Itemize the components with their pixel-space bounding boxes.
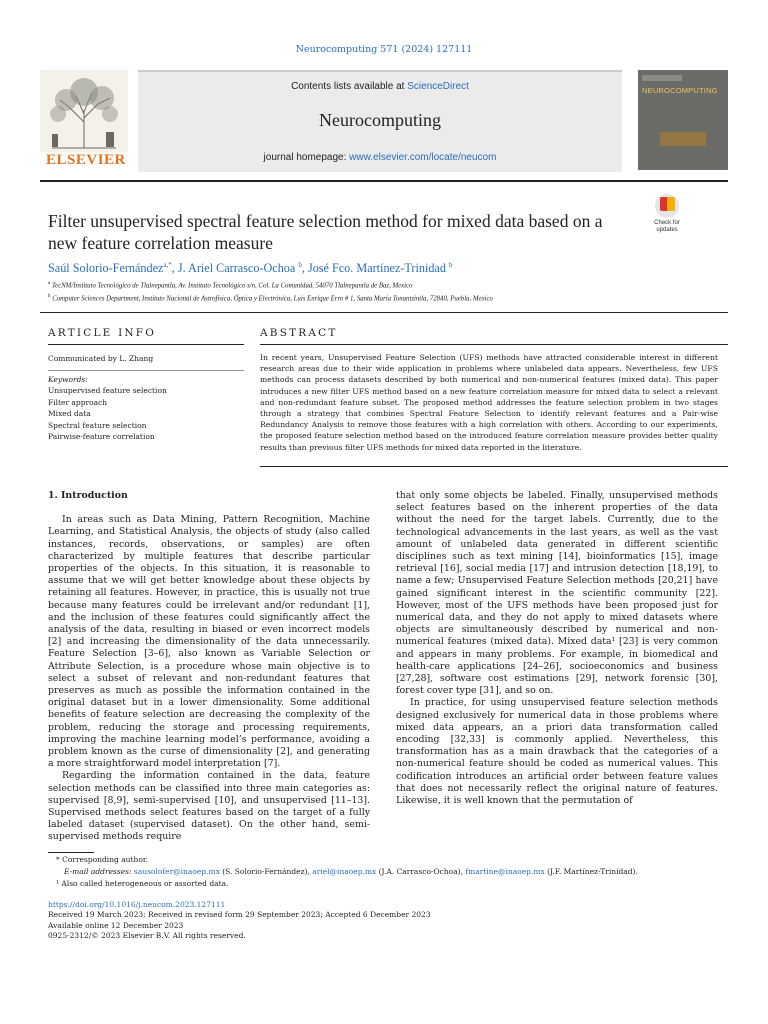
communicated-by: Communicated by L. Zhang <box>48 354 154 363</box>
contents-line <box>138 81 622 92</box>
email-link[interactable]: fmartine@inaoep.mx <box>465 867 545 876</box>
footnotes <box>48 854 728 890</box>
elsevier-tree-icon <box>40 70 128 152</box>
running-head[interactable]: Neurocomputing 571 (2024) 127111 <box>295 44 473 55</box>
affiliation-text: TecNM/Instituto Tecnológico de Tlalnepantla, Av. Instituto Tecnológico s/n, Col. La Comunidad, 54070 Tlalnepantla de Baz, Mexico <box>51 282 413 290</box>
affiliation <box>48 281 728 289</box>
email-owner: (J.A. Carrasco-Ochoa), <box>378 867 463 876</box>
available-online: Available online 12 December 2023 <box>48 920 184 930</box>
email-addresses <box>48 866 728 878</box>
elsevier-logo <box>40 70 128 170</box>
journal-cover-image[interactable] <box>638 70 728 170</box>
author-separator: , <box>301 261 308 276</box>
sciencedirect-link[interactable]: ScienceDirect <box>407 81 469 92</box>
article-info-heading: ARTICLE INFO <box>48 327 157 339</box>
keywords-label: Keywords: <box>48 375 88 384</box>
right-column <box>396 490 718 807</box>
masthead-divider <box>40 180 728 182</box>
abstract-rule <box>260 344 728 345</box>
doi-link[interactable]: https://doi.org/10.1016/j.neucom.2023.127111 <box>48 900 226 909</box>
keyword: Mixed data <box>48 409 91 419</box>
publisher-wordmark: ELSEVIER <box>46 152 126 168</box>
author-list <box>48 261 728 276</box>
cover-graphic <box>660 132 706 146</box>
author-separator: , <box>171 261 178 276</box>
body-paragraph: that only some objects be labeled. Finally, unsupervised methods select features based on the inherent properties of the data without the need for the target labels. Currently, due to the technological advancements in the last years, as well as the vast amount of unlabeled data generated in different scientific disciplines such as text mining [14], bioinformatics [15], image retrieval [16], social media [17] and intrusion detection [18,19], to name a few; Unsupervised Feature Selection methods [20,21] have gained significant interest in the scientific community [22]. However, most of the UFS methods have been proposed just for numerical data, and they do not apply to mixed datasets where objects are simultaneously described by numerical and non-numerical features (mixed data). Mixed data¹ [23] is very common and appears in many problems. For example, in biomedical and health-care applications [24–26], socioeconomics and business [27,28], software cost estimations [29], network forensic [30], forest cover type [31], and so on. <box>396 490 718 697</box>
affiliation-mark: b <box>48 294 51 299</box>
section-heading-introduction: 1. Introduction <box>48 490 128 501</box>
author-marks: b <box>449 261 453 269</box>
email-owner: (J.F. Martínez-Trinidad). <box>547 867 638 876</box>
received-dates: Received 19 March 2023; Received in revised form 29 September 2023; Accepted 6 December 2023 <box>48 910 431 920</box>
affiliation <box>48 294 728 302</box>
cover-publisher-bar <box>642 75 682 81</box>
body-paragraph: In practice, for using unsupervised feature selection methods designed exclusively for numerical data in those problems where mixed data appears, an a priori data transformation called encoding [32,33] is commonly applied. Nevertheless, this transformation has as a main drawback that the categories of a non-numerical feature should be coded as numerical values. This codification introduces an artificial order between feature values that does not necessarily reflect the original nature of features. Likewise, it is well known that the permutation of <box>396 697 718 807</box>
left-column <box>48 490 370 844</box>
keywords-block <box>48 374 167 442</box>
check-updates-icon <box>655 194 679 218</box>
copyright-line: 0925-2312/© 2023 Elsevier B.V. All rights reserved. <box>48 931 246 941</box>
check-updates-label: Check for updates <box>654 220 680 233</box>
journal-masthead <box>40 70 728 170</box>
check-for-updates-button[interactable] <box>646 194 688 238</box>
email-link[interactable]: ariel@inaoep.mx <box>312 867 377 876</box>
body-paragraph: Regarding the information contained in the data, feature selection methods can be classified into three main categories as: supervised [8,9], semi-supervised [10], and unsupervised [11–13]. Supervised methods select features based on the target of a fully labeled dataset (supervised dataset). On the other hand, semi-supervised methods require <box>48 770 370 843</box>
author-link[interactable]: José Fco. Martínez-Trinidad <box>307 261 446 276</box>
homepage-line <box>138 152 622 163</box>
body-paragraph: In areas such as Data Mining, Pattern Recognition, Machine Learning, and Statistical Analysis, the objects of study (also called instances, records, observations, or samples) are often characterized by multiple features that describe particular properties of the objects. In this situation, it is reasonable to assume that we will get better knowledge about these objects by retaining all features. However, in practice, this is usually not true because many features could be irrelevant and/or redundant [1], and the inclusion of these features could significantly affect the analysis of the data, resulting in biased or even incorrect models [2] and increasing the dimensionality of the data unnecessarily. Feature Selection [3–6], also known as Variable Selection or Attribute Selection, is a procedure whose main objective is to select a subset of relevant and non-redundant features that preserves as much as possible the information contained in the original dataset but in a lower dimensionality. Some additional benefits of feature selection are decreasing the complexity of the problem, reducing the storage and processing requirements, improving the machine learning model’s performance, avoiding a problem known as the curse of dimensionality [2], and generating a more straightforward model interpretation [7]. <box>48 514 370 770</box>
article-info-rule <box>48 344 244 345</box>
email-owner: (S. Solorio-Fernández), <box>222 867 310 876</box>
journal-info-box <box>138 70 622 172</box>
journal-name: Neurocomputing <box>319 110 441 130</box>
author-marks: b <box>298 261 302 269</box>
contents-prefix: Contents lists available at <box>291 81 408 92</box>
publication-info <box>48 900 728 942</box>
affiliation-mark: a <box>48 281 51 286</box>
article-title: Filter unsupervised spectral feature selection method for mixed data based on a new feature correlation measure <box>48 211 603 253</box>
keyword: Pairwise-feature correlation <box>48 432 155 442</box>
email-link[interactable]: sausolofer@inaoep.mx <box>133 867 220 876</box>
cover-title: NEUROCOMPUTING <box>642 86 718 95</box>
homepage-prefix: journal homepage: <box>263 152 350 163</box>
abstract-bottom-rule <box>260 466 728 467</box>
keywords-rule <box>48 370 244 371</box>
author-link[interactable]: Saúl Solorio-Fernández <box>48 261 164 276</box>
keyword: Spectral feature selection <box>48 420 147 430</box>
header-divider <box>40 312 728 313</box>
journal-homepage-link[interactable]: www.elsevier.com/locate/neucom <box>349 152 497 163</box>
author-link[interactable]: J. Ariel Carrasco-Ochoa <box>177 261 296 276</box>
author-marks: a,* <box>163 261 172 269</box>
abstract-heading: ABSTRACT <box>260 327 338 339</box>
footnote-rule <box>48 852 94 853</box>
abstract-text: In recent years, Unsupervised Feature Selection (UFS) methods have attracted considerable interest in different research areas due to their wide application in problems where unlabeled data appears. Nevertheless, few UFS methods can process datasets described by both numerical and non-numerical features (mixed data). This paper introduces a new filter UFS method based on a new feature correlation measure for mixed data to select a relevant and non-redundant feature subset. The proposed method addresses the feature selection problem in two stages through a strategy that combines Spectral Feature Selection to identify relevant features and a Pair-wise Redundancy Analysis to remove those features with a high correlation with others. According to our experiments, the proposed feature selection method based on the introduced feature correlation measure provides better quality results than previous filter UFS methods for mixed data reported in the literature. <box>260 353 718 452</box>
corresponding-author-note: * Corresponding author. <box>56 855 149 864</box>
keyword: Filter approach <box>48 397 108 407</box>
keyword: Unsupervised feature selection <box>48 386 167 396</box>
footnote-1: ¹ Also called heterogeneous or assorted data. <box>56 879 229 888</box>
affiliation-text: Computer Sciences Department, Instituto Nacional de Astrofísica, Óptica y Electrónica, Luis Enrique Erro # 1, Santa María Tonantzintla, 72840, Puebla, Mexico <box>52 295 493 303</box>
email-label: E-mail addresses: <box>64 867 132 876</box>
